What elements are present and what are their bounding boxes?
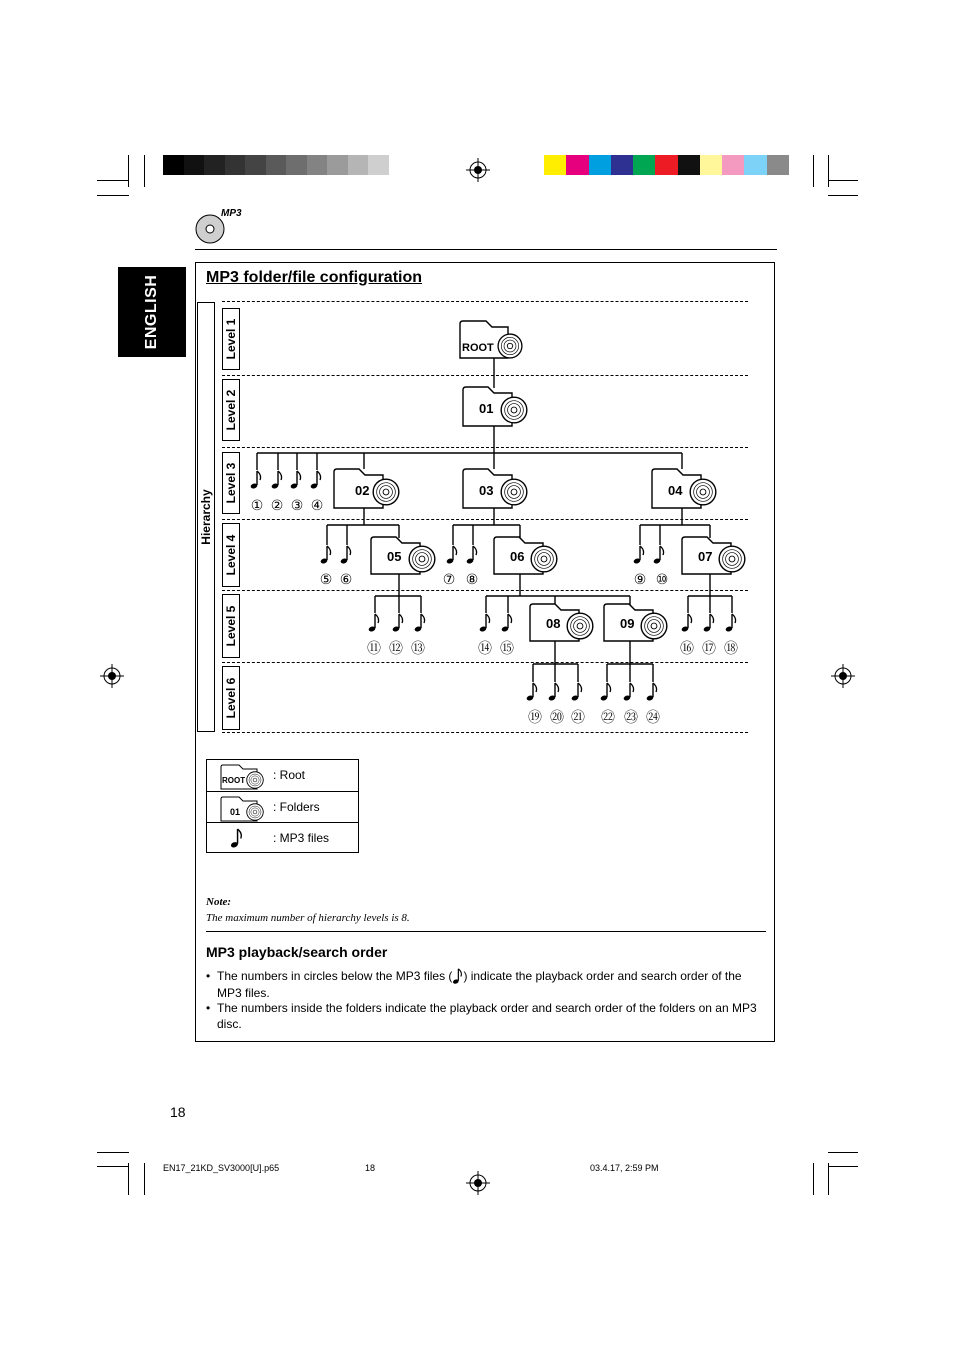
diagram-legend <box>206 759 359 853</box>
legend-folder-icon <box>219 794 269 822</box>
file-number: ⑰ <box>702 641 716 657</box>
folder-04-label: 04 <box>668 483 683 498</box>
file-number: ㉑ <box>571 710 585 726</box>
level-4-label: Level 4 <box>224 534 238 576</box>
file-number: ⑥ <box>339 572 353 588</box>
note-label: Note: <box>206 896 232 908</box>
note-rule <box>206 931 766 932</box>
file-number: ⑯ <box>680 641 694 657</box>
section-title: MP3 folder/file configuration <box>206 269 423 286</box>
page-number: 18 <box>170 1104 186 1120</box>
legend-row-root <box>207 760 358 791</box>
folder-07-label: 07 <box>698 549 713 564</box>
file-number: ⑬ <box>411 641 425 657</box>
registration-mark-bottom <box>466 1171 490 1195</box>
file-number: ⑪ <box>367 641 381 657</box>
folder-06-label: 06 <box>510 549 525 564</box>
file-number: ① <box>250 498 264 514</box>
root-folder-label: ROOT <box>462 342 494 354</box>
footer-timestamp: 03.4.17, 2:59 PM <box>590 1163 659 1173</box>
folder-01-label: 01 <box>479 401 494 416</box>
bullet-2-text: The numbers inside the folders indicate the playback order and search order of the folders on an MP3 disc. <box>217 1001 757 1031</box>
file-number: ⑩ <box>655 572 669 588</box>
legend-row-mp3-files <box>207 822 358 853</box>
file-number: ④ <box>310 498 324 514</box>
file-number: ⑤ <box>319 572 333 588</box>
folder-07-icon <box>682 537 745 574</box>
music-note-icon <box>452 968 463 985</box>
file-number: ⑦ <box>442 572 456 588</box>
note-text: The maximum number of hierarchy levels is 8. <box>206 912 410 924</box>
folder-03-label: 03 <box>479 483 494 498</box>
folder-01-icon <box>463 387 527 426</box>
file-number: ⑲ <box>528 710 542 726</box>
file-number: ③ <box>290 498 304 514</box>
bullet-1-before: The numbers in circles below the MP3 files ( <box>217 969 453 983</box>
folder-02-icon <box>334 469 399 508</box>
legend-root-icon <box>219 762 269 790</box>
level-5-label: Level 5 <box>224 605 238 647</box>
legend-folder-icon-label: 01 <box>230 807 241 817</box>
file-number: ⑫ <box>389 641 403 657</box>
level-6-label: Level 6 <box>224 677 238 719</box>
folder-05-icon <box>371 537 435 574</box>
file-number: ㉔ <box>646 710 660 726</box>
file-number: ⑨ <box>633 572 647 588</box>
footer-page-ref: 18 <box>365 1163 376 1173</box>
legend-root-icon-label: ROOT <box>222 776 246 785</box>
level-3-label: Level 3 <box>224 462 238 504</box>
folder-05-label: 05 <box>387 549 402 564</box>
legend-music-note-icon <box>230 828 244 850</box>
folder-09-icon <box>604 604 667 641</box>
hierarchy-label: Hierarchy <box>199 489 213 545</box>
file-number: ⑱ <box>724 641 738 657</box>
folder-08-icon <box>530 604 593 641</box>
file-number-labels <box>251 498 738 726</box>
folder-06-icon <box>494 537 557 574</box>
language-tab-label: ENGLISH <box>143 274 160 350</box>
mp3-logo-label: MP3 <box>221 208 242 219</box>
file-number: ⑮ <box>500 641 514 657</box>
playback-title: MP3 playback/search order <box>206 944 388 960</box>
root-folder-icon <box>460 321 522 358</box>
file-number: ② <box>270 498 284 514</box>
file-number: ㉒ <box>601 710 615 726</box>
legend-mp3-files-text: : MP3 files <box>273 831 330 845</box>
footer-file-name: EN17_21KD_SV3000[U].p65 <box>163 1163 280 1173</box>
file-number: ⑳ <box>550 710 564 726</box>
file-number: ㉓ <box>624 710 638 726</box>
bullet-1-after: ) indicate the playback order and search order of the MP3 files. <box>217 969 742 1001</box>
folder-03-icon <box>463 469 527 508</box>
folder-08-label: 08 <box>546 616 561 631</box>
legend-folders-text: : Folders <box>273 800 320 814</box>
legend-row-folders <box>207 791 358 822</box>
folder-04-icon <box>652 469 716 508</box>
level-2-label: Level 2 <box>224 389 238 431</box>
folder-09-label: 09 <box>620 616 635 631</box>
legend-root-text: : Root <box>273 768 306 782</box>
file-number: ⑭ <box>478 641 492 657</box>
folder-02-label: 02 <box>355 483 370 498</box>
file-number: ⑧ <box>465 572 479 588</box>
level-1-label: Level 1 <box>224 318 238 360</box>
